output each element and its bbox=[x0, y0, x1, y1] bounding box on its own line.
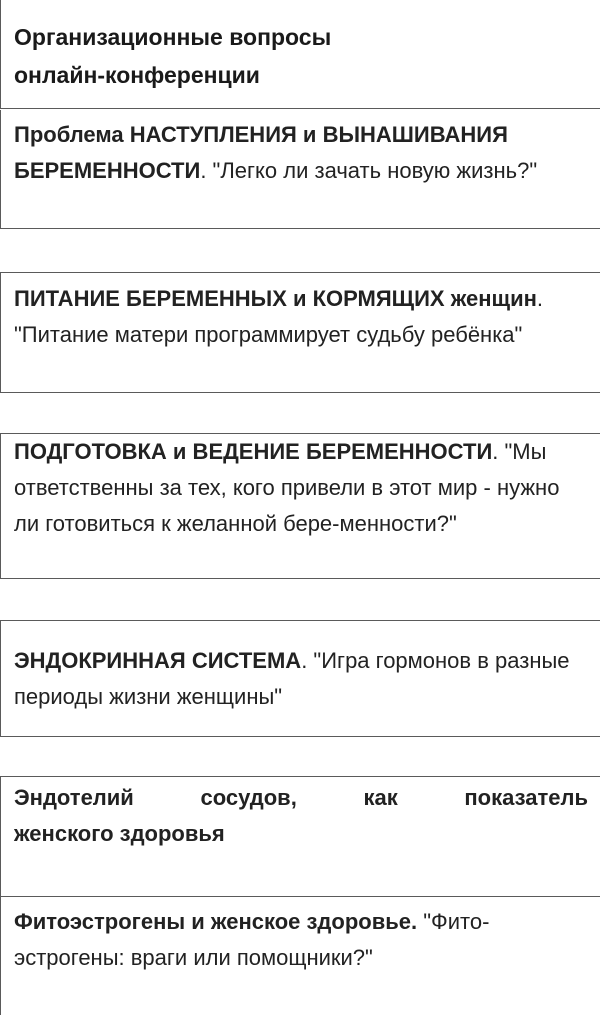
topic-item[interactable] bbox=[14, 780, 588, 852]
topic-subtitle: "Фито-эстрогены: враги или помощники?" bbox=[14, 909, 490, 970]
topic-heading-line1: Эндотелий сосудов, как показатель bbox=[14, 785, 588, 810]
separator bbox=[0, 108, 600, 109]
topic-subtitle: . "Мы ответственны за тех, кого привели в этот мир - нужно ли готовиться к желанной бере-менности?" bbox=[14, 439, 560, 536]
separator bbox=[0, 776, 600, 777]
topic-heading: Проблема НАСТУПЛЕНИЯ и ВЫНАШИВАНИЯ БЕРЕМЕННОСТИ bbox=[14, 122, 508, 183]
topic-heading: ПОДГОТОВКА и ВЕДЕНИЕ БЕРЕМЕННОСТИ bbox=[14, 439, 493, 464]
topic-subtitle: . "Питание матери программирует судьбу ребёнка" bbox=[14, 286, 544, 347]
topic-heading: ПИТАНИЕ БЕРЕМЕННЫХ и КОРМЯЩИХ женщин bbox=[14, 286, 537, 311]
topic-subtitle: . "Игра гормонов в разные периоды жизни женщины" bbox=[14, 648, 570, 709]
topic-subtitle: . "Легко ли зачать новую жизнь?" bbox=[200, 158, 538, 183]
left-border bbox=[0, 0, 1, 108]
left-border bbox=[0, 620, 1, 736]
separator bbox=[0, 736, 600, 737]
page-title bbox=[14, 18, 588, 94]
separator bbox=[0, 272, 600, 273]
topic-item[interactable] bbox=[14, 434, 588, 542]
topic-item[interactable] bbox=[14, 281, 588, 353]
topic-item[interactable] bbox=[14, 904, 588, 976]
topic-heading-line2: женского здоровья bbox=[14, 821, 225, 846]
topic-item[interactable] bbox=[14, 117, 588, 189]
separator bbox=[0, 392, 600, 393]
page-title-line2: онлайн-конференции bbox=[14, 62, 260, 88]
left-border bbox=[0, 272, 1, 392]
page-title-line1: Организационные вопросы bbox=[14, 24, 332, 50]
separator bbox=[0, 578, 600, 579]
topic-heading: Фитоэстрогены и женское здоровье. bbox=[14, 909, 418, 934]
separator bbox=[0, 620, 600, 621]
left-border bbox=[0, 433, 1, 578]
topic-heading: ЭНДОКРИННАЯ СИСТЕМА bbox=[14, 648, 302, 673]
separator bbox=[0, 228, 600, 229]
separator bbox=[0, 896, 600, 897]
topic-item[interactable] bbox=[14, 643, 588, 715]
left-border bbox=[0, 110, 1, 228]
